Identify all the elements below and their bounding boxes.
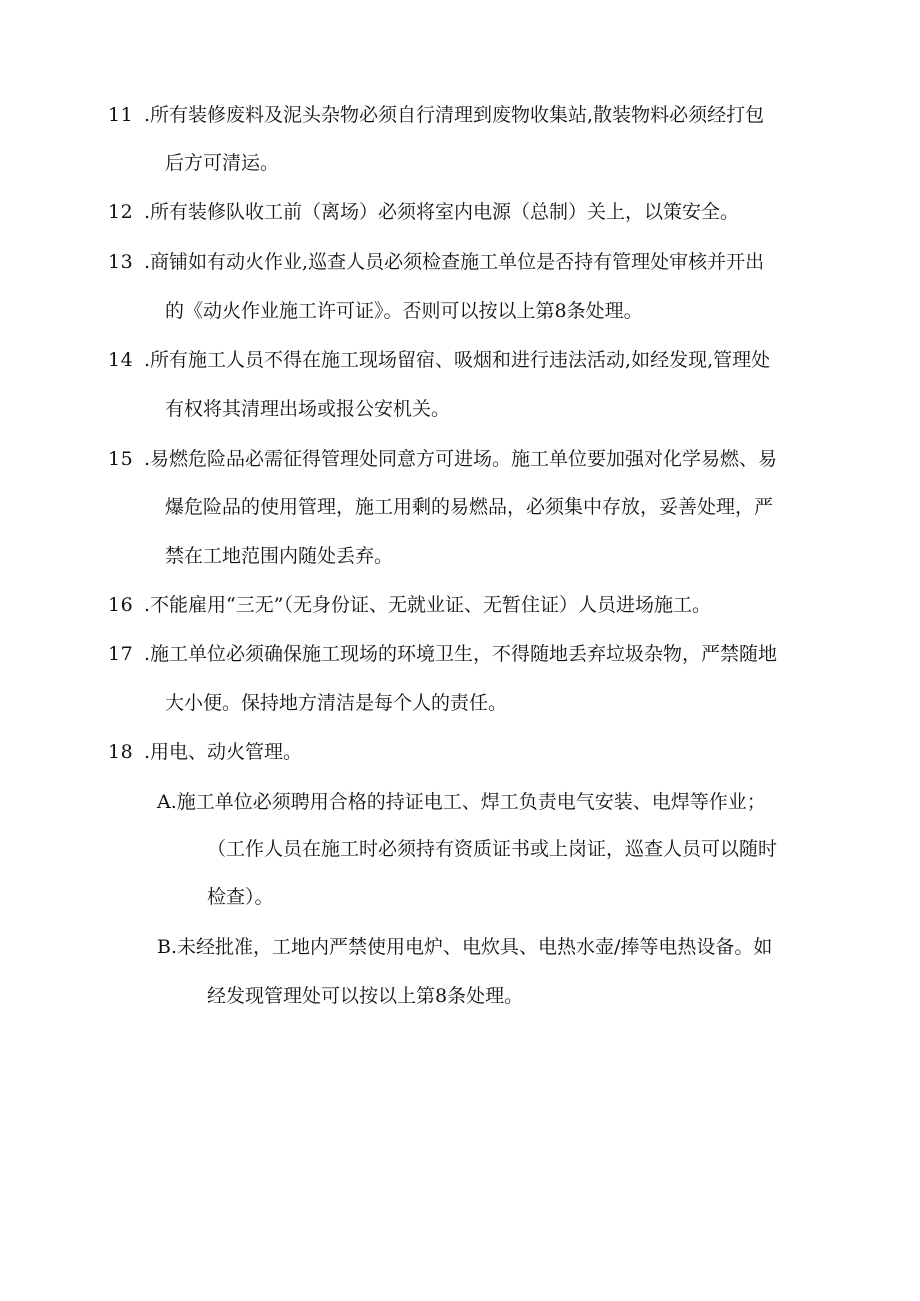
sub-item-continuation: 检查）。 (207, 886, 274, 908)
item-number: 14 (108, 349, 134, 371)
item-continuation: 大小便。保持地方清洁是每个人的责任。 (165, 692, 508, 714)
item-text: .不能雇用“三无”（无身份证、无就业证、无暂住证）人员进场施工。 (144, 594, 711, 616)
list-item-15 (108, 446, 777, 473)
sub-item-text: 未经批准，工地内严禁使用电炉、电炊具、电热水壶/捧等电热设备。如 (177, 936, 773, 958)
item-text: .商铺如有动火作业,巡查人员必须检查施工单位是否持有管理处审核并开出 (144, 251, 765, 273)
item-number: 18 (108, 741, 134, 763)
item-continuation: 禁在工地范围内随处丢弃。 (165, 545, 394, 567)
list-item-14 (108, 347, 770, 374)
list-item-16 (108, 592, 711, 619)
sub-item-continuation: 经发现管理处可以按以上第8条处理。 (207, 985, 524, 1007)
item-number: 17 (108, 643, 134, 665)
item-text: .所有施工人员不得在施工现场留宿、吸烟和进行违法活动,如经发现,管理处 (144, 349, 771, 371)
item-number: 16 (108, 594, 134, 616)
item-continuation: 爆危险品的使用管理，施工用剩的易燃品，必须集中存放，妥善处理，严 (165, 496, 774, 518)
item-number: 12 (108, 201, 134, 223)
item-text: .施工单位必须确保施工现场的环境卫生，不得随地丢弃垃圾杂物，严禁随地 (144, 643, 778, 665)
list-item-11 (108, 102, 764, 129)
list-item-17 (108, 641, 777, 668)
item-number: 15 (108, 448, 134, 470)
sub-item-continuation: （工作人员在施工时必须持有资质证书或上岗证，巡查人员可以随时 (207, 838, 778, 860)
list-item-12 (108, 199, 739, 226)
item-continuation: 的《动火作业施工许可证》。否则可以按以上第8条处理。 (165, 300, 643, 322)
item-text: .用电、动火管理。 (144, 741, 303, 763)
sub-item-text: 施工单位必须聘用合格的持证电工、焊工负责电气安装、电焊等作业； (176, 791, 766, 813)
list-item-13 (108, 249, 764, 276)
item-text: .易燃危险品必需征得管理处同意方可进场。施工单位要加强对化学易燃、易 (144, 448, 778, 470)
sub-item-a (157, 789, 766, 816)
item-continuation: 后方可清运。 (165, 152, 280, 174)
item-text: .所有装修废料及泥头杂物必须自行清理到废物收集站,散装物料必须经打包 (144, 104, 765, 126)
sub-item-b (157, 934, 772, 961)
sub-item-label: B. (157, 936, 178, 958)
item-number: 13 (108, 251, 134, 273)
sub-item-label: A. (157, 791, 177, 813)
item-continuation: 有权将其清理出场或报公安机关。 (165, 398, 451, 420)
item-text: .所有装修队收工前（离场）必须将室内电源（总制）关上，以策安全。 (144, 201, 740, 223)
list-item-18 (108, 739, 302, 766)
item-number: 11 (108, 104, 134, 126)
